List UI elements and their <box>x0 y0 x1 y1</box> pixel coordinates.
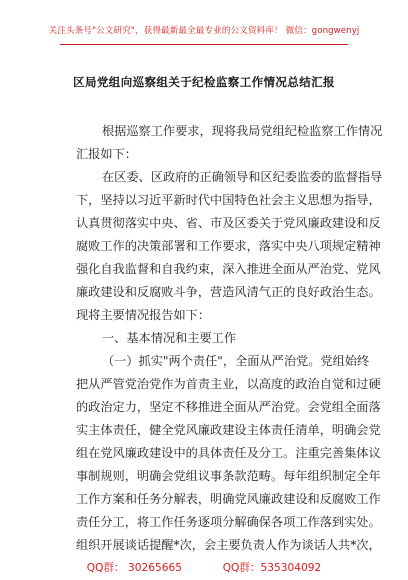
body-line-17: 工作方案和任务分解表，明确党风廉政建设和反腐败工作 <box>76 492 381 506</box>
body-line-7: 强化自我监督和自我约束，深入推进全面从严治党、党风 <box>76 262 381 276</box>
body-line-8: 廉政建设和反腐败斗争，营造风清气正的良好政治生态。 <box>76 285 381 299</box>
body-line-6: 腐败工作的决策部署和工作要求，落实中央八项规定精神 <box>76 239 381 253</box>
body-line-19: 组织开展谈话提醒*次，会主要负责人作为谈话人共*次， <box>76 538 381 552</box>
body-line-18: 责任分工，将工作任务逐项分解确保各项工作落到实处。 <box>76 515 381 529</box>
body-line-3: 在区委、区政府的正确领导和区纪委监委的监督指导 <box>102 170 383 184</box>
body-line-9: 现将主要情况报告如下： <box>76 308 211 322</box>
footer-qq-group-2: QQ群：535304092 <box>222 562 322 574</box>
body-line-2: 汇报如下： <box>76 147 137 161</box>
body-line-15: 组在党风廉政建设中的具体责任及分工。注重完善集体议 <box>76 446 381 460</box>
body-line-1: 根据巡察工作要求，现将我局党组纪检监察工作情况 <box>102 124 383 138</box>
body-line-5: 认真贯彻落实中央、省、市及区委关于党风廉政建设和反 <box>76 216 381 230</box>
body-line-12: 把从严管党治党作为首责主业，以高度的政治自觉和过硬 <box>76 377 381 391</box>
body-line-16: 事制规则，明确会党组议事条款范畴。每年组织制定全年 <box>76 469 381 483</box>
footer-contact <box>0 560 408 575</box>
body-line-11: （一）抓实"两个责任"，全面从严治党。党组始终 <box>102 354 370 368</box>
body-line-4: 下，坚持以习近平新时代中国特色社会主义思想为指导， <box>76 193 381 207</box>
footer-qq-group-1: QQ群： 30265665 <box>86 562 182 574</box>
header-banner: 关注头条号"公文研究"，获得最新最全最专业的公文资料库！ 微信：gongwenyj <box>48 26 360 36</box>
body-line-14: 实主体责任，健全党风廉政建设主体责任清单，明确会党 <box>76 423 381 437</box>
document-title: 区局党组向巡察组关于纪检监察工作情况总结汇报 <box>73 75 335 89</box>
body-line-13: 的政治定力，坚定不移推进全面从严治党。会党组全面落 <box>76 400 381 414</box>
section-heading-1: 一、基本情况和主要工作 <box>102 331 237 345</box>
